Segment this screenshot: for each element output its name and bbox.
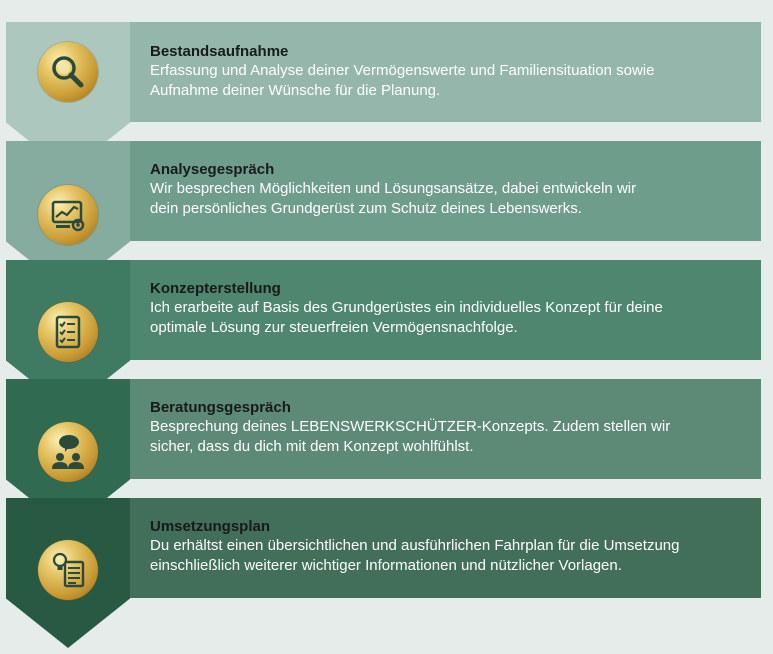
step-description-line: einschließlich weiterer wichtiger Informationen und nützlicher Vorlagen. xyxy=(150,557,622,574)
step-title: Umsetzungsplan xyxy=(150,518,271,535)
step-title: Konzepterstellung xyxy=(150,280,281,297)
checklist-icon xyxy=(38,302,98,362)
step-title: Analysegespräch xyxy=(150,161,275,178)
step-description-line: Besprechung deines LEBENSWERKSCHÜTZER-Konzepts. Zudem stellen wir xyxy=(150,418,671,435)
chart-gear-icon xyxy=(38,185,98,245)
step-text xyxy=(150,279,755,338)
step-description-line: sicher, dass du dich mit dem Konzept wohlfühlst. xyxy=(150,438,474,455)
step-title: Bestandsaufnahme xyxy=(150,43,289,60)
step-description-line: Erfassung und Analyse deiner Vermögenswerte und Familiensituation sowie xyxy=(150,62,655,79)
step-text xyxy=(150,160,755,219)
magnifier-icon xyxy=(38,42,98,102)
step-description-line: Wir besprechen Möglichkeiten und Lösungsansätze, dabei entwickeln wir xyxy=(150,180,637,197)
step-description-line: optimale Lösung zur steuerfreien Vermögensnachfolge. xyxy=(150,319,518,336)
step-text xyxy=(150,42,755,101)
people-chat-icon xyxy=(38,422,98,482)
document-bulb-icon xyxy=(38,540,98,600)
step-text xyxy=(150,398,755,457)
step-description-line: Du erhältst einen übersichtlichen und ausführlichen Fahrplan für die Umsetzung xyxy=(150,537,680,554)
step-text xyxy=(150,517,755,576)
step-description-line: dein persönliches Grundgerüst zum Schutz deines Lebenswerks. xyxy=(150,200,582,217)
step-title: Beratungsgespräch xyxy=(150,399,291,416)
step-description-line: Ich erarbeite auf Basis des Grundgerüstes ein individuelles Konzept für deine xyxy=(150,299,663,316)
step-description-line: Aufnahme deiner Wünsche für die Planung. xyxy=(150,82,441,99)
